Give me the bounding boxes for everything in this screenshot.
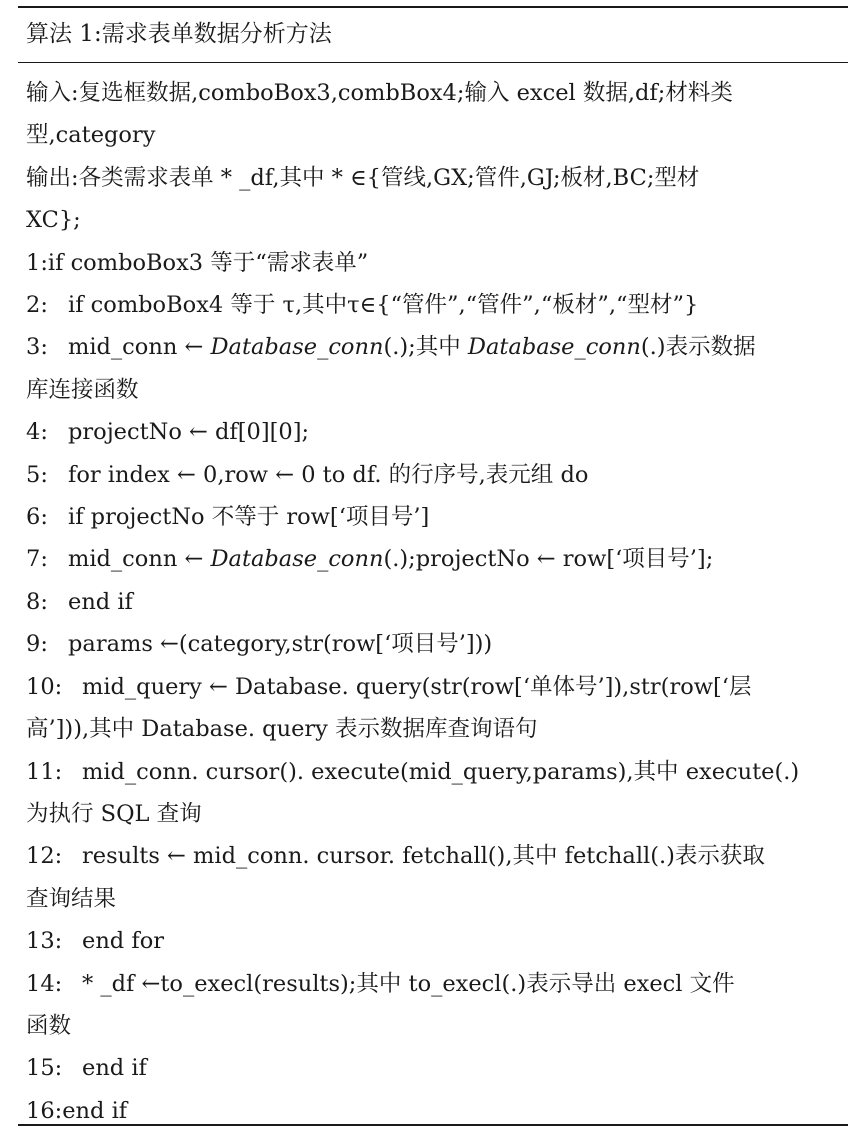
step-text: results ← mid_conn. cursor. fetchall(),其中 fetchall(.)表示获取 <box>82 843 765 870</box>
step-number: 4: <box>26 419 48 446</box>
step-text: end if <box>68 588 133 615</box>
step-text-post: (.);projectNo ← row[‘项目号’]; <box>383 546 714 573</box>
function-name: Database_conn <box>467 334 641 361</box>
step-text: params ←(category,str(row[‘项目号’])) <box>68 631 493 658</box>
step-number: 3: <box>26 334 48 361</box>
step-3 <box>26 326 844 368</box>
step-text: if comboBox3 等于“需求表单” <box>47 249 369 276</box>
step-13 <box>26 920 844 962</box>
step-number: 1: <box>26 249 48 276</box>
step-number: 13: <box>26 928 63 955</box>
step-text: mid_conn. cursor(). execute(mid_query,params),其中 execute(.) <box>82 758 800 785</box>
step-number: 16: <box>26 1097 63 1124</box>
step-text: end if <box>62 1097 128 1124</box>
step-number: 14: <box>26 970 63 997</box>
step-number: 10: <box>26 673 63 700</box>
algorithm-caption: 算法 1:需求表单数据分析方法 <box>26 21 332 47</box>
step-14 <box>26 963 844 1005</box>
output-line: 输出:各类需求表单 * _df,其中 * ∈{管线,GX;管件,GJ;板材,BC;型材 <box>26 164 700 191</box>
step-2 <box>26 284 844 326</box>
step-number: 7: <box>26 546 48 573</box>
step-text: mid_query ← Database. query(str(row[‘单体号’]),str(row[‘层 <box>82 673 752 700</box>
step-number: 5: <box>26 461 48 488</box>
step-text: if comboBox4 等于 τ,其中τ∈{“管件”,“管件”,“板材”,“型材”} <box>68 292 699 319</box>
step-5 <box>26 454 844 496</box>
step-text: for index ← 0,row ← 0 to df. 的行序号,表元组 do <box>68 461 589 488</box>
input-line: 输入:复选框数据,comboBox3,combBox4;输入 excel 数据,df;材料类 <box>26 80 733 106</box>
input-line-cont: 型,category <box>26 122 156 149</box>
step-10 <box>26 666 844 708</box>
step-text: if projectNo 不等于 row[‘项目号’] <box>68 504 430 531</box>
function-name: Database_conn <box>210 546 384 573</box>
step-8 <box>26 581 844 623</box>
step-11-cont: 为执行 SQL 查询 <box>26 800 202 827</box>
step-text-mid: (.);其中 <box>383 334 468 361</box>
step-6 <box>26 496 844 538</box>
top-rule <box>18 6 848 8</box>
step-text-post: (.)表示数据 <box>640 334 756 361</box>
step-11 <box>26 751 844 793</box>
step-text: end for <box>82 928 164 955</box>
step-text-pre: mid_conn ← <box>68 334 211 361</box>
step-text: projectNo ← df[0][0]; <box>68 419 310 446</box>
step-4 <box>26 411 844 453</box>
step-1 <box>26 242 844 284</box>
step-text: * _df ←to_execl(results);其中 to_execl(.)表示导出 execl 文件 <box>82 970 735 997</box>
output-line-cont: XC}; <box>26 207 81 234</box>
bottom-rule <box>18 1124 848 1126</box>
step-12 <box>26 835 844 877</box>
step-number: 11: <box>26 758 63 785</box>
step-9 <box>26 623 844 665</box>
step-number: 12: <box>26 843 63 870</box>
step-number: 8: <box>26 588 48 615</box>
algorithm-box <box>18 6 848 1126</box>
step-text: end if <box>82 1055 147 1082</box>
step-number: 9: <box>26 631 48 658</box>
step-text-pre: mid_conn ← <box>68 546 211 573</box>
step-number: 6: <box>26 504 48 531</box>
step-10-cont: 高’])),其中 Database. query 表示数据库查询语句 <box>26 716 538 743</box>
step-number: 15: <box>26 1055 63 1082</box>
step-12-cont: 查询结果 <box>26 885 117 912</box>
caption-rule <box>18 62 848 63</box>
step-number: 2: <box>26 292 48 319</box>
step-15 <box>26 1047 844 1089</box>
function-name: Database_conn <box>210 334 384 361</box>
step-14-cont: 函数 <box>26 1012 72 1039</box>
algorithm-body <box>26 72 844 1132</box>
step-7 <box>26 538 844 580</box>
step-3-cont: 库连接函数 <box>26 376 139 403</box>
